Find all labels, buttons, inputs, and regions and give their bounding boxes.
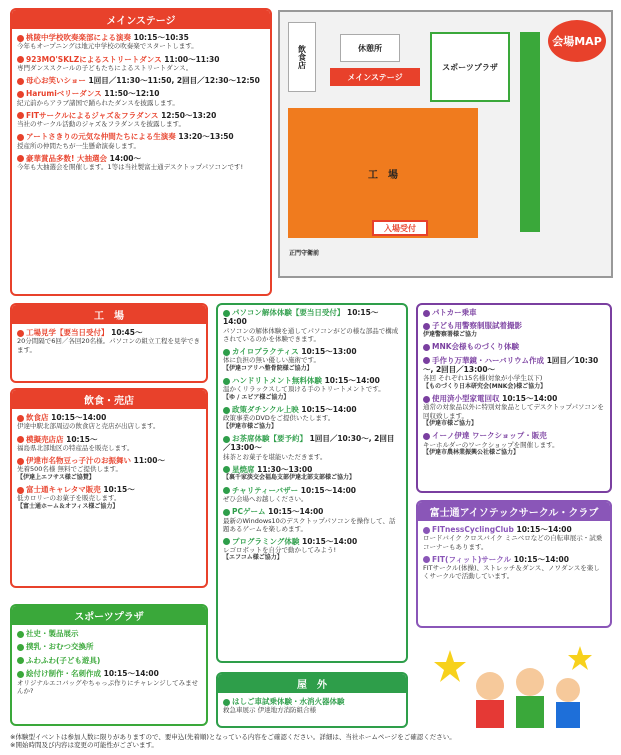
event-heading [223, 465, 401, 474]
event-cooperator: 【エフコム様ご協力】 [223, 554, 283, 562]
bullet-icon [17, 112, 24, 119]
event-cooperator: 【伊達上エフサス様ご協賛】 [17, 473, 95, 481]
event-item [17, 89, 265, 107]
event-name: カイロプラクティス [232, 347, 299, 356]
event-heading [17, 456, 201, 465]
event-heading [223, 376, 401, 385]
event-time: 10:15～14:00 [301, 536, 358, 546]
event-time: 1回目／10:30～, 2回目／13:00～ [423, 355, 599, 374]
event-item [17, 413, 201, 431]
event-desc: 今年も大抽選会を開催します。1等は当社製富士通デスクトップパソコンです! [17, 163, 244, 172]
bullet-icon [223, 466, 230, 473]
event-name: 子ども用警察制服試着撮影 [432, 321, 522, 331]
event-item [17, 76, 265, 85]
event-desc: 専門ダンススクールの子どもたちによるストリートダンス。 [17, 63, 193, 72]
event-name: ふわふわ(子ども遊具) [26, 655, 101, 665]
event-desc: 各回 それぞれ15名様(対象が小学生以下) [423, 374, 543, 383]
event-item [17, 669, 201, 695]
bullet-icon [17, 631, 24, 638]
rest-area: 休憩所 [340, 34, 400, 62]
event-item [17, 154, 265, 172]
stars-and-kids-icon [430, 640, 600, 728]
event-name: パソコン解体体験【要当日受付】 [232, 308, 345, 317]
bullet-icon [17, 644, 24, 651]
factory-box [10, 303, 208, 383]
event-time: 10:15～14:00 [300, 485, 357, 495]
event-item [17, 55, 265, 73]
event-heading [423, 321, 605, 330]
event-heading [223, 405, 401, 414]
event-item [423, 308, 605, 317]
bullet-icon [223, 310, 230, 317]
event-desc: オリジナルエコバッグやちゃっぷ作りにチャレンジしてみませんか? [17, 678, 199, 695]
entry-label: 入場受付 [372, 220, 428, 236]
event-cooperator: 【伊達市様ご協力】 [423, 419, 478, 427]
bullet-icon [17, 657, 24, 664]
bullet-icon [223, 349, 230, 356]
bullet-icon [17, 330, 24, 337]
road [520, 32, 540, 232]
event-name: Harumiベリーダンス [26, 89, 102, 99]
event-desc: 伊達中駅北部周辺の飲食店と売店が出店します。 [17, 422, 160, 431]
event-time: 10:15～14:00 [223, 308, 379, 327]
event-desc: 今年もオープニングは地元中学校の吹奏楽でスタートします。 [17, 42, 198, 51]
event-heading [423, 525, 605, 534]
event-heading [223, 347, 401, 356]
bullet-icon [223, 436, 230, 443]
event-item [17, 629, 201, 638]
bullet-icon [17, 91, 24, 98]
event-name: ハンドリトメント無料体験 [232, 376, 322, 385]
kids-illustration [430, 640, 600, 728]
event-name: お茶席体験【要予約】 [232, 434, 307, 443]
main-stage-title: メインステージ [12, 10, 270, 29]
event-name: 政策ダチンクル上映 [232, 405, 299, 414]
event-item [17, 456, 201, 481]
event-heading [423, 342, 605, 351]
event-heading [17, 656, 201, 665]
food-box [10, 388, 208, 588]
event-name: プログラミング体験 [232, 536, 300, 546]
event-desc: 抹茶とお菓子を堪能いただきます。 [223, 452, 327, 461]
event-time: 10:15～10:35 [133, 33, 189, 42]
event-desc: FITサークル(体操)、ストレッチ＆ダンス、ノワダンスを楽しくサークルで活動しています。 [423, 564, 600, 581]
event-item [423, 321, 605, 338]
event-heading [423, 308, 605, 317]
event-time: 11:00～11:30 [164, 54, 220, 64]
event-name: 使用済小型家電回収 [432, 394, 500, 403]
bullet-icon [423, 357, 430, 364]
bullet-icon [223, 699, 230, 706]
event-name: PCゲーム [232, 507, 266, 517]
event-heading [17, 89, 265, 98]
event-cooperator: 【裏千家淡交会福島支部伊達北部支部様ご協力】 [223, 474, 356, 482]
event-item [223, 465, 401, 482]
bullet-icon [423, 310, 430, 317]
event-item [423, 394, 605, 427]
bullet-icon [423, 344, 430, 351]
venue-map [278, 10, 613, 278]
event-cooperator: 【伊達市様ご協力】 [223, 422, 278, 430]
event-heading [223, 697, 401, 706]
event-name: はしご車試乗体験・水消火器体験 [232, 697, 345, 706]
event-desc: 体に負担の無い優しい施術です。 [223, 356, 320, 365]
event-heading [423, 356, 605, 375]
event-desc: 温かくリラックスして頂ける手のトリートメントです。 [223, 385, 385, 394]
event-name: 母心お笑いショー [26, 76, 86, 85]
event-desc: 授産所の仲間たちが一生懸命演奏します。 [17, 141, 140, 150]
bullet-icon [423, 556, 430, 563]
event-name: イーノ伊達 ワークショップ・販売 [432, 431, 547, 441]
event-desc: 低カロリーのお菓子を販売します。 [17, 494, 121, 503]
bullet-icon [17, 415, 24, 422]
event-name: 富士通キャレタマ販売 [26, 485, 101, 494]
gate-label: 正門守衛前 [288, 249, 319, 257]
event-name: MNK会様ものづくり体験 [432, 342, 520, 352]
event-item [223, 507, 401, 533]
event-name: FITnessCyclingClub [432, 525, 514, 534]
event-time: 10:15～14:00 [502, 394, 558, 403]
event-name: 工場見学【要当日受付】 [26, 328, 109, 337]
event-cooperator: 【富士通ホーム＆オフィス様ご協力】 [17, 502, 119, 510]
event-time: 10:45～ [111, 328, 143, 337]
event-desc: 救急車展示 伊達地方消防組合様 [223, 706, 317, 715]
event-heading [223, 507, 401, 516]
event-cooperator: 【ゆ / エビア様ご協力】 [223, 393, 290, 401]
event-item [223, 405, 401, 430]
event-heading [17, 642, 201, 651]
event-heading [17, 328, 201, 337]
bullet-icon [17, 78, 24, 85]
event-desc: ぜひ会場へお越しください。 [223, 495, 308, 504]
event-item [223, 376, 401, 401]
event-heading [17, 413, 201, 422]
event-item [17, 435, 201, 453]
event-time: 10:15～ [103, 485, 135, 494]
event-time: 10:15～14:00 [301, 405, 357, 414]
event-heading [17, 76, 265, 85]
outside-box [216, 672, 408, 728]
bullet-icon [423, 396, 430, 403]
bullet-icon [17, 671, 24, 678]
event-heading [423, 431, 605, 440]
event-heading [17, 669, 201, 678]
event-time: 10:15～14:00 [103, 669, 159, 679]
event-heading [223, 486, 401, 495]
event-heading [17, 154, 265, 163]
event-time: 10:15～14:00 [513, 554, 569, 564]
bullet-icon [423, 323, 430, 330]
bullet-icon [17, 35, 24, 42]
event-name: 923MO'SKLZによるストリートダンス [26, 54, 162, 64]
event-desc: 福島県北部地区の特産品を販売します。 [17, 443, 134, 452]
event-name: 撲乳・おむつ交換所 [26, 642, 94, 652]
event-item [423, 356, 605, 390]
event-time: 1回目／10:30～, 2回目／13:00～ [223, 434, 395, 453]
event-heading [223, 308, 401, 327]
event-heading [223, 434, 401, 453]
event-heading [17, 111, 265, 120]
event-time: 13:20～13:50 [178, 132, 234, 142]
event-desc: 紀元前からアラブ諸国で踊られたダンスを披露します。 [17, 98, 179, 107]
event-time: 11:50～12:10 [104, 89, 160, 99]
map-title: 会場MAP [548, 20, 606, 62]
event-desc: 政策事業のDVDをご提供いたします。 [223, 414, 335, 423]
bullet-icon [17, 155, 24, 162]
event-time: 11:00～ [133, 456, 165, 465]
event-name: 模擬売店店 [26, 434, 64, 444]
footer-note-1: ※体験型イベントは参加人数に限りがありますので、要申込(先着順)となっている内容をご確認ください。詳細は、当社ホームページをご確認ください。 [10, 733, 456, 741]
event-time: 10:15～14:00 [324, 376, 380, 385]
event-cooperator: 伊達警察署様ご協力 [423, 330, 478, 338]
event-desc: パソコンの解体体験を通してパソコンがどの様な部品で構成されているのかを体験できます。 [223, 326, 399, 343]
event-time: 12:50～13:20 [161, 110, 217, 120]
event-time: 14:00～ [109, 153, 142, 163]
event-heading [17, 485, 201, 494]
event-name: パトカー乗車 [432, 308, 477, 317]
event-item [17, 111, 265, 129]
bullet-icon [17, 458, 24, 465]
event-item [223, 434, 401, 461]
right-box [416, 303, 612, 493]
event-name: アートさきりの元気な仲間たちによる生演奏 [26, 132, 176, 142]
event-desc: レゴロボットを自分で動かしてみよう! [223, 546, 337, 555]
event-item [17, 132, 265, 150]
event-time: 10:15～ [66, 434, 98, 444]
bullet-icon [223, 378, 230, 385]
event-item [223, 537, 401, 562]
event-item [423, 525, 605, 551]
event-item [223, 308, 401, 343]
club-title: 富士通アイソテックサークル・クラブ [418, 502, 610, 521]
event-name: 絵付け制作・名刺作成 [26, 669, 101, 679]
event-item [423, 431, 605, 456]
bullet-icon [223, 407, 230, 414]
event-item [223, 486, 401, 504]
event-item [423, 342, 605, 351]
event-heading [17, 629, 201, 638]
event-item [423, 555, 605, 581]
event-desc: ロードバイク クロスバイク ミニベロなどの自転車展示・試乗コーナーもあります。 [423, 534, 603, 551]
event-cooperator: 【伊達コアリハ整骨院様ご協力】 [223, 364, 313, 372]
event-time: 10:15～14:00 [51, 413, 107, 422]
pc-box [216, 303, 408, 663]
event-item [223, 697, 401, 715]
event-item [17, 656, 201, 665]
food-title: 飲食・売店 [12, 390, 206, 409]
bullet-icon [223, 487, 230, 494]
event-name: 豪華賞品多数! 大抽選会 [26, 153, 108, 163]
event-name: 飲食店 [26, 413, 49, 422]
event-name: 星焼席 [232, 464, 255, 474]
bullet-icon [17, 436, 24, 443]
event-desc: キーホルダーのワークショップを開催します。 [423, 440, 559, 449]
event-desc: 先着500名様 無料でご提供します。 [17, 465, 122, 474]
event-desc: 最新のWindows10のデスクトップパソコンを操作して、話題あるゲームを楽しめます。 [223, 516, 396, 533]
footer-note-2: ※開始時間及び内容は変更の可能性がございます。 [10, 741, 158, 750]
bullet-icon [17, 56, 24, 63]
event-name: 桃陵中学校吹奏楽部による演奏 [26, 33, 131, 42]
footer-notes [10, 733, 610, 750]
club-box [416, 500, 612, 628]
sports-box [10, 604, 208, 726]
event-name: 手作り万華鏡・ハーバリウム作成 [432, 355, 545, 365]
bullet-icon [223, 509, 230, 516]
food-area: 飲食店 [288, 22, 316, 92]
stage-label: メインステージ [330, 68, 420, 86]
event-heading [423, 394, 605, 403]
event-item [17, 33, 265, 51]
event-time: 10:15～14:00 [516, 525, 572, 534]
event-name: チャリティーバザー [232, 485, 299, 495]
event-time: 10:15～13:00 [301, 347, 357, 356]
event-heading [223, 537, 401, 546]
event-desc: 通常の対象品以外に特別対象品としてデスクトップパソコンを回収致します。 [423, 403, 604, 420]
event-name: 伊達市名物豆っ子汁のお振舞い [26, 456, 131, 465]
event-heading [17, 55, 265, 64]
event-time: 1回目／11:30～11:50, 2回目／12:30～12:50 [88, 76, 260, 85]
bullet-icon [17, 487, 24, 494]
event-time: 10:15～14:00 [268, 507, 324, 517]
event-desc: 当社のサークル活動のジャズ＆フラダンスを披露します。 [17, 120, 185, 129]
outside-title: 屋 外 [218, 674, 406, 693]
event-name: 社史・製品展示 [26, 629, 79, 638]
bullet-icon [423, 433, 430, 440]
event-heading [17, 435, 201, 444]
event-name: FITサークルによるジャズ＆フラダンス [26, 110, 159, 120]
bullet-icon [223, 538, 230, 545]
event-heading [17, 33, 265, 42]
bullet-icon [17, 134, 24, 141]
event-item [17, 328, 201, 354]
event-heading [17, 132, 265, 141]
event-desc: 20分間隔で6回／各回20名様。パソコンの組立工程を見学できます。 [17, 337, 201, 354]
sports-plaza-area: スポーツプラザ [430, 32, 510, 102]
event-item [17, 485, 201, 510]
event-item [17, 642, 201, 651]
bullet-icon [423, 527, 430, 534]
event-item [223, 347, 401, 372]
event-time: 11:30～13:00 [257, 464, 313, 474]
event-name: FIT(フィット)サークル [432, 554, 512, 564]
sports-title: スポーツプラザ [12, 606, 206, 625]
event-cooperator: 【伊達市農林業振興公社様ご協力】 [423, 448, 520, 456]
main-stage-box [10, 8, 272, 296]
factory-area: 工 場 [288, 108, 478, 238]
event-cooperator: 【ものづくり日本研究会(MNK会)様ご協力】 [423, 382, 547, 390]
factory-title: 工 場 [12, 305, 206, 324]
event-heading [423, 555, 605, 564]
